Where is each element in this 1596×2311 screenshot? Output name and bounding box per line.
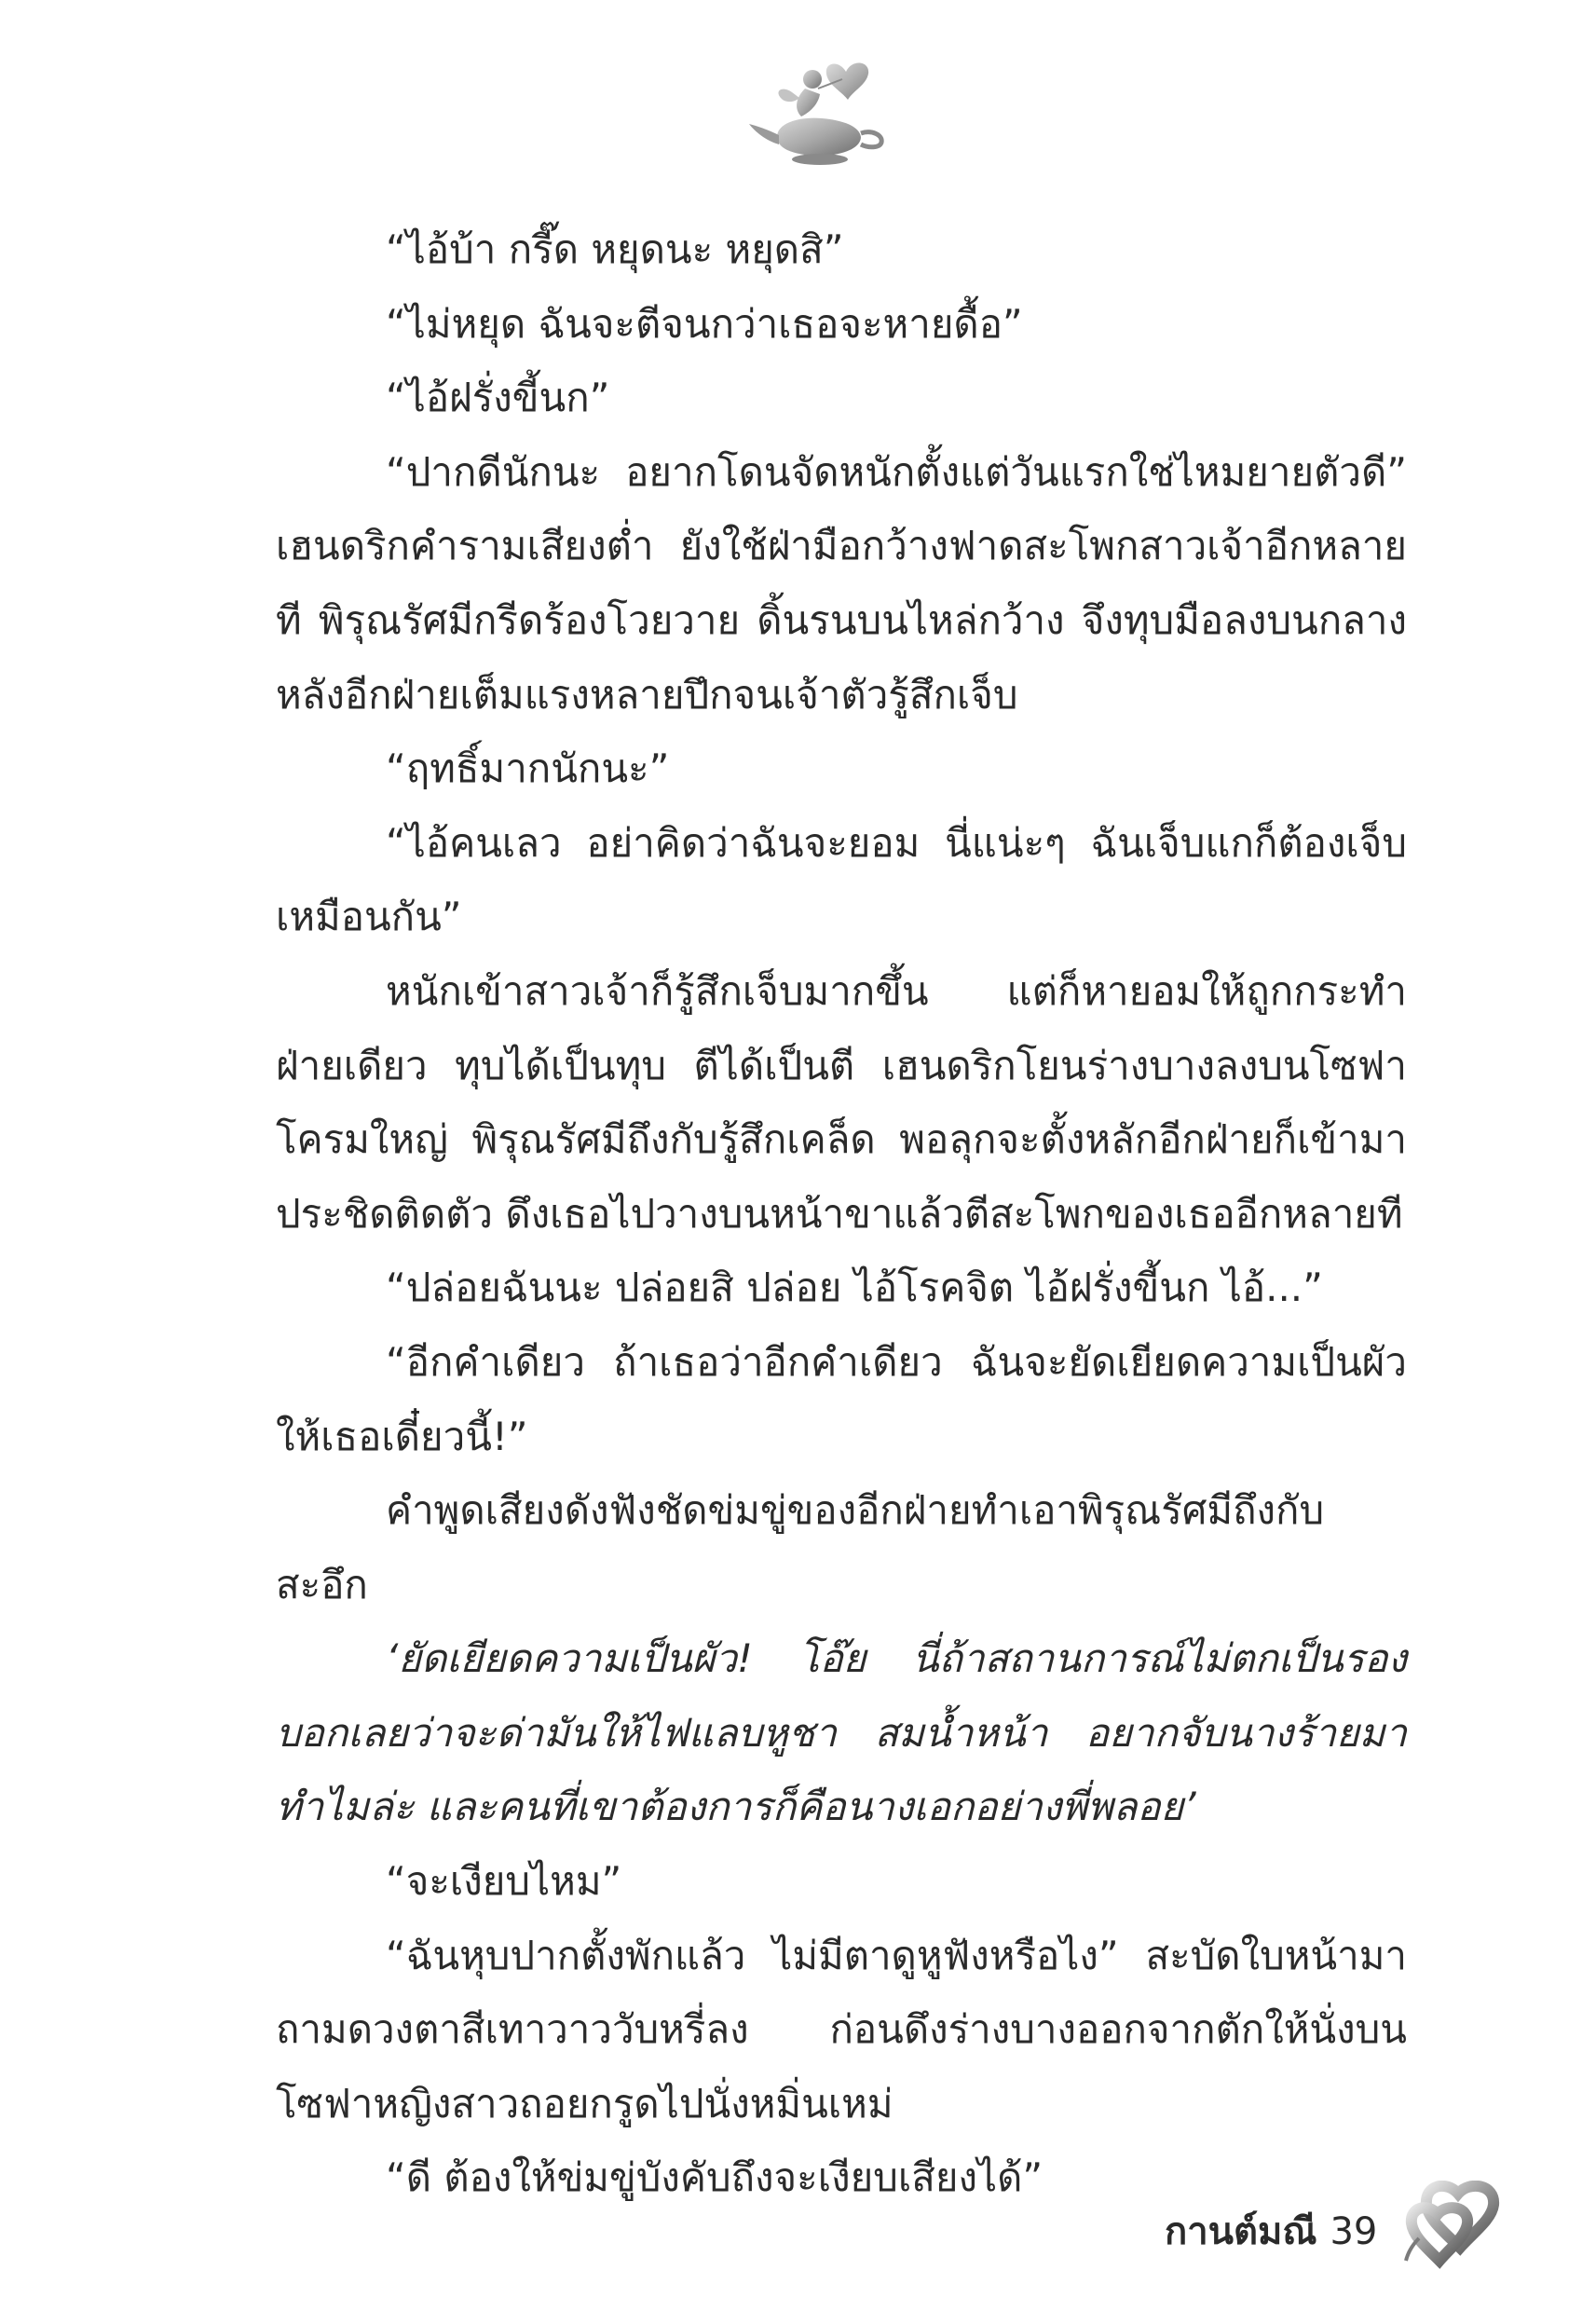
paragraph-dialogue-5: “ฤทธิ์มากนักนะ” [386,745,670,792]
paragraph-dialogue-6: “ไอ้คนเลว อย่าคิดว่าฉันจะยอม นี่แน่ะๆ ฉันเจ็บแกก็ต้องเจ็บเหมือนกัน” [276,819,1407,940]
paragraph-dialogue-2: “ไม่หยุด ฉันจะตีจนกว่าเธอจะหายดื้อ” [386,300,1023,347]
page-number: 39 [1330,2210,1378,2253]
paragraph-dialogue-4: “ปากดีนักนะ อยากโดนจัดหนักตั้งแต่วันแรกใช่ไหมยายตัวดี” เฮนดริกคำรามเสียงต่ำ ยังใช้ฝ่ามือกว้างฟาดสะโพกสาวเจ้าอีกหลายที พิรุณรัศมีกรีดร้องโวยวาย ดิ้นรนบนไหล่กว้าง จึงทุบมือลงบนกลางหลังอีกฝ่ายเต็มแรงหลายปึกจนเจ้าตัวรู้สึกเจ็บ [276,448,1407,718]
cupid-teapot-ornament-icon [745,51,894,172]
paragraph-narration-2: คำพูดเสียงดังฟังชัดข่มขู่ของอีกฝ่ายทำเอาพิรุณรัศมีถึงกับสะอึก [276,1487,1325,1607]
paragraph-dialogue-11: “ดี ต้องให้ข่มขู่บังคับถึงจะเงียบเสียงได้” [386,2154,1044,2201]
paragraph-thought: ‘ยัดเยียดความเป็นผัว! โอ๊ย นี่ถ้าสถานการณ์ไม่ตกเป็นรองบอกเลยว่าจะด่ามันให้ไฟแลบหูชา สมน้ำหน้า อยากจับนางร้ายมาทำไมล่ะ และคนที่เขาต้องการก็คือนางเอกอย่างพี่พลอย’ [276,1635,1407,1830]
page-footer [1165,2181,1500,2283]
paragraph-dialogue-10: “ฉันหุบปากตั้งพักแล้ว ไม่มีตาดูหูฟังหรือไง” สะบัดใบหน้ามาถามดวงตาสีเทาวาววับหรี่ลง ก่อนดึงร่างบางออกจากตักให้นั่งบนโซฟาหญิงสาวถอยกรูดไปนั่งหมิ่นเหม่ [276,1932,1407,2126]
body-text [276,212,1407,2215]
book-title: กานต์มณี [1165,2210,1317,2253]
paragraph-dialogue-3: “ไอ้ฝรั่งขี้นก” [386,375,610,421]
paragraph-dialogue-8: “อีกคำเดียว ถ้าเธอว่าอีกคำเดียว ฉันจะยัดเยียดความเป็นผัวให้เธอเดี๋ยวนี้!” [276,1338,1407,1459]
footer-text [1165,2201,1377,2261]
paragraph-narration-1: หนักเข้าสาวเจ้าก็รู้สึกเจ็บมากขึ้น แต่ก็หายอมให้ถูกกระทำฝ่ายเดียว ทุบได้เป็นทุบ ตีได้เป็นตี เฮนดริกโยนร่างบางลงบนโซฟาโครมใหญ่ พิรุณรัศมีถึงกับรู้สึกเคล็ด พอลุกจะตั้งหลักอีกฝ่ายก็เข้ามาประชิดติดตัว ดึงเธอไปวางบนหน้าขาแล้วตีสะโพกของเธออีกหลายที [276,967,1407,1237]
paragraph-dialogue-1: “ไอ้บ้า กรี๊ด หยุดนะ หยุดสิ” [386,226,844,272]
paragraph-dialogue-7: “ปล่อยฉันนะ ปล่อยสิ ปล่อย ไอ้โรคจิต ไอ้ฝรั่งขี้นก ไอ้...” [386,1265,1323,1311]
paragraph-dialogue-9: “จะเงียบไหม” [386,1858,622,1905]
intertwined-hearts-ornament-icon [1402,2181,1505,2274]
